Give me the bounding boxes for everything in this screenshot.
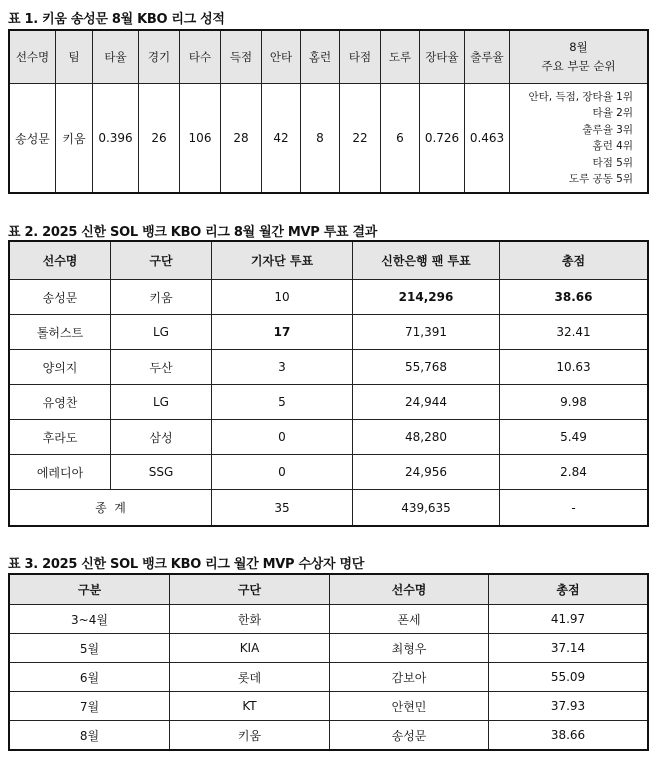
table-row xyxy=(10,280,648,315)
cell-period: 6월 xyxy=(10,663,170,692)
table-row xyxy=(10,605,648,634)
header-press-vote: 기자단 투표 xyxy=(212,242,353,280)
cell-player: 최형우 xyxy=(330,634,489,663)
cell-press-vote: 17 xyxy=(212,315,353,350)
vote-header-row xyxy=(10,242,648,280)
cell-club: SSG xyxy=(111,455,212,490)
cell-total-score: 5.49 xyxy=(500,420,648,455)
header-rankings xyxy=(510,31,648,84)
cell-rbi: 22 xyxy=(340,84,381,193)
cell-period: 3~4월 xyxy=(10,605,170,634)
table-row xyxy=(10,721,648,750)
rank-line: 타점 5위 xyxy=(592,156,633,169)
cell-avg: 0.396 xyxy=(93,84,139,193)
cell-total-score: 9.98 xyxy=(500,385,648,420)
header-runs: 득점 xyxy=(221,31,262,84)
header-total-score: 총점 xyxy=(489,575,648,605)
cell-player: 감보아 xyxy=(330,663,489,692)
cell-player: 폰세 xyxy=(330,605,489,634)
cell-player: 송성문 xyxy=(330,721,489,750)
total-row xyxy=(10,490,648,526)
cell-player: 송성문 xyxy=(10,84,56,193)
cell-fan-vote: 48,280 xyxy=(353,420,500,455)
table2-caption: 표 2. 2025 신한 SOL 뱅크 KBO 리그 8월 월간 MVP 투표 결과 xyxy=(8,225,377,240)
cell-total-score: 32.41 xyxy=(500,315,648,350)
table-row xyxy=(10,420,648,455)
cell-total-score: 41.97 xyxy=(489,605,648,634)
mvp-vote-table xyxy=(9,241,648,526)
cell-player: 안현민 xyxy=(330,692,489,721)
table-row xyxy=(10,455,648,490)
cell-runs: 28 xyxy=(221,84,262,193)
cell-press-vote: 10 xyxy=(212,280,353,315)
cell-press-vote: 3 xyxy=(212,350,353,385)
header-fan-vote: 신한은행 팬 투표 xyxy=(353,242,500,280)
table1-caption: 표 1. 키움 송성문 8월 KBO 리그 성적 xyxy=(8,12,225,27)
header-obp: 출루율 xyxy=(465,31,510,84)
header-player: 선수명 xyxy=(10,242,111,280)
table-row xyxy=(10,385,648,420)
cell-total-score: 55.09 xyxy=(489,663,648,692)
header-rbi: 타점 xyxy=(340,31,381,84)
winners-header-row xyxy=(10,575,648,605)
cell-total-score: 37.93 xyxy=(489,692,648,721)
cell-fan-vote: 24,956 xyxy=(353,455,500,490)
cell-period: 5월 xyxy=(10,634,170,663)
cell-player: 송성문 xyxy=(10,280,111,315)
cell-period: 8월 xyxy=(10,721,170,750)
table-row xyxy=(10,663,648,692)
cell-total-label: 종 계 xyxy=(10,490,212,526)
cell-total-score: 10.63 xyxy=(500,350,648,385)
rank-line: 도루 공동 5위 xyxy=(568,173,633,185)
rank-line: 홈런 4위 xyxy=(592,140,633,152)
header-home-runs: 홈런 xyxy=(301,31,340,84)
cell-press-vote-total: 35 xyxy=(212,490,353,526)
table3-caption: 표 3. 2025 신한 SOL 뱅크 KBO 리그 월간 MVP 수상자 명단 xyxy=(8,557,365,572)
cell-fan-vote: 71,391 xyxy=(353,315,500,350)
cell-club: 롯데 xyxy=(170,663,330,692)
cell-fan-vote: 214,296 xyxy=(353,280,500,315)
cell-club: 삼성 xyxy=(111,420,212,455)
rank-header-label: 주요 부문 순위 xyxy=(541,59,616,73)
header-avg: 타율 xyxy=(93,31,139,84)
header-club: 구단 xyxy=(111,242,212,280)
cell-games: 26 xyxy=(139,84,180,193)
cell-total-score: 2.84 xyxy=(500,455,648,490)
cell-club: 두산 xyxy=(111,350,212,385)
header-team: 팀 xyxy=(56,31,93,84)
cell-total-score: 38.66 xyxy=(489,721,648,750)
header-steals: 도루 xyxy=(381,31,420,84)
header-games: 경기 xyxy=(139,31,180,84)
cell-home-runs: 8 xyxy=(301,84,340,193)
cell-club: LG xyxy=(111,385,212,420)
table-row xyxy=(10,634,648,663)
cell-team: 키움 xyxy=(56,84,93,193)
cell-player: 톨허스트 xyxy=(10,315,111,350)
cell-club: KIA xyxy=(170,634,330,663)
cell-slg: 0.726 xyxy=(420,84,465,193)
cell-fan-vote: 24,944 xyxy=(353,385,500,420)
header-slg: 장타율 xyxy=(420,31,465,84)
rank-header-month: 8월 xyxy=(569,40,588,54)
cell-at-bats: 106 xyxy=(180,84,221,193)
header-player: 선수명 xyxy=(10,31,56,84)
header-at-bats: 타수 xyxy=(180,31,221,84)
cell-club: 한화 xyxy=(170,605,330,634)
table-row xyxy=(10,350,648,385)
cell-steals: 6 xyxy=(381,84,420,193)
cell-period: 7월 xyxy=(10,692,170,721)
cell-press-vote: 0 xyxy=(212,455,353,490)
cell-total-score: 37.14 xyxy=(489,634,648,663)
stats-data-row xyxy=(10,84,648,193)
rank-line: 안타, 득점, 장타율 1위 xyxy=(528,90,633,103)
cell-club: 키움 xyxy=(170,721,330,750)
cell-obp: 0.463 xyxy=(465,84,510,193)
table-row xyxy=(10,315,648,350)
cell-player: 에레디아 xyxy=(10,455,111,490)
cell-player: 유영찬 xyxy=(10,385,111,420)
cell-fan-vote-total: 439,635 xyxy=(353,490,500,526)
header-period: 구분 xyxy=(10,575,170,605)
cell-score-total: - xyxy=(500,490,648,526)
cell-player: 후라도 xyxy=(10,420,111,455)
cell-press-vote: 0 xyxy=(212,420,353,455)
rank-line: 출루율 3위 xyxy=(582,123,633,136)
cell-player: 양의지 xyxy=(10,350,111,385)
cell-total-score: 38.66 xyxy=(500,280,648,315)
cell-rankings xyxy=(510,84,648,193)
player-stats-table xyxy=(9,30,648,193)
cell-club: LG xyxy=(111,315,212,350)
table-row xyxy=(10,692,648,721)
cell-hits: 42 xyxy=(262,84,301,193)
header-player: 선수명 xyxy=(330,575,489,605)
cell-club: 키움 xyxy=(111,280,212,315)
rank-line: 타율 2위 xyxy=(592,107,633,119)
cell-club: KT xyxy=(170,692,330,721)
stats-header-row xyxy=(10,31,648,84)
header-club: 구단 xyxy=(170,575,330,605)
header-hits: 안타 xyxy=(262,31,301,84)
header-total-score: 총점 xyxy=(500,242,648,280)
cell-fan-vote: 55,768 xyxy=(353,350,500,385)
cell-press-vote: 5 xyxy=(212,385,353,420)
mvp-winners-table xyxy=(9,574,648,750)
